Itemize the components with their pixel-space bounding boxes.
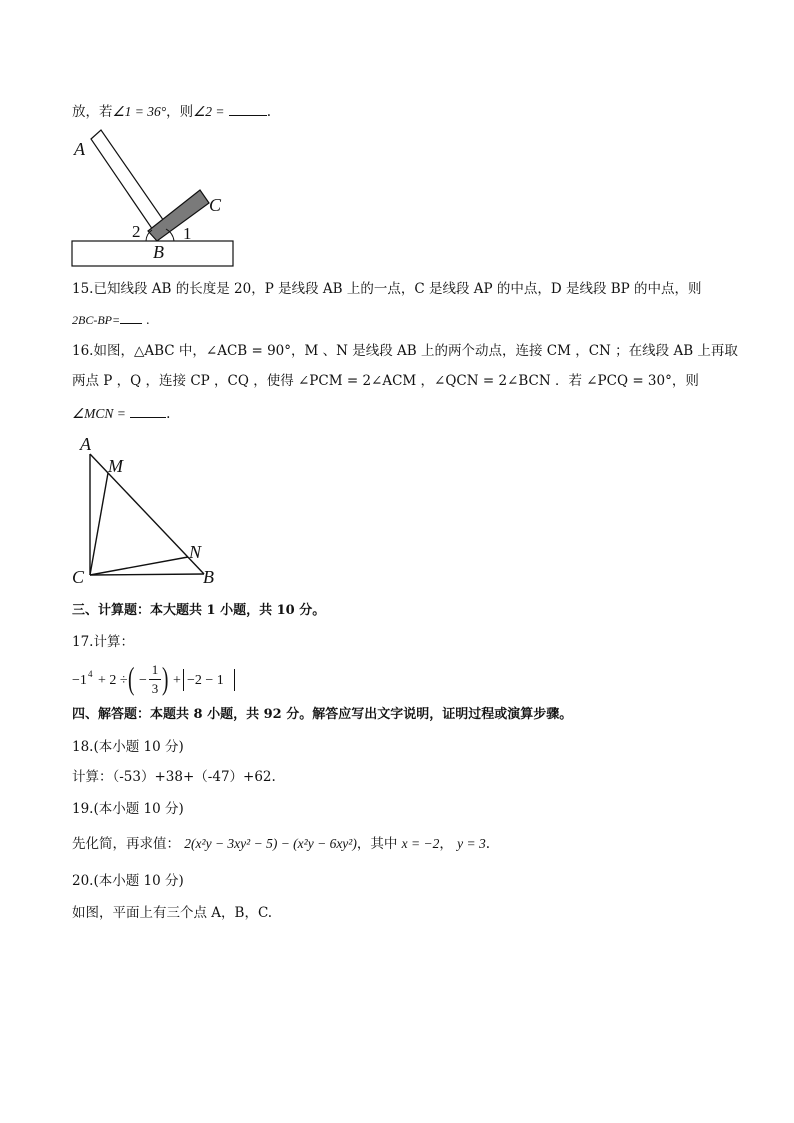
q17-expr-a: −1 — [72, 673, 87, 688]
q14-mid: ，则 — [166, 104, 194, 120]
q16-label-B: B — [203, 567, 214, 587]
q14-angle1: ∠1 = 36° — [112, 104, 167, 119]
q16-expr: ∠MCN = — [72, 406, 126, 421]
q19-prefix: 先化简，再求值： — [72, 836, 180, 852]
q17-abs-content: −2 − 1 — [187, 673, 224, 688]
q17-expr-b: + 2 ÷ — [98, 673, 128, 688]
q16-label-M: M — [108, 456, 123, 476]
q14-tail-line — [72, 102, 271, 122]
q15-line1: 15.已知线段 AB 的长度是 20，P 是线段 AB 上的一点，C 是线段 AP 的中点，D 是线段 BP 的中点，则 — [72, 281, 702, 297]
q14-label-B: B — [153, 242, 164, 262]
q19-expr: 2(x²y − 3xy² − 5) − (x²y − 6xy²) — [184, 836, 357, 851]
q17-label: 17.计算： — [72, 634, 134, 650]
q16-label-C: C — [72, 567, 85, 587]
q16-line1: 16.如图，△ABC 中，∠ACB = 90°，M 、N 是线段 AB 上的两个动点，连接 CM ，CN ；在线段 AB 上再取 — [72, 343, 738, 359]
q17-frac-den: 3 — [151, 681, 159, 696]
q16-segment-CN — [90, 557, 188, 575]
q17-frac-sign: − — [139, 673, 147, 688]
q17-exp4: 4 — [88, 669, 93, 679]
q14-answer-blank[interactable] — [229, 115, 267, 116]
q15-end: . — [145, 313, 150, 327]
q17-abs-left — [183, 669, 184, 691]
q19-y-value: y = 3 — [457, 836, 486, 851]
q14-label-2: 2 — [132, 222, 141, 241]
q20-label: 20.(本小题 10 分) — [72, 873, 184, 889]
q14-white-strip — [91, 130, 166, 233]
q14-end: . — [266, 104, 272, 120]
q15-expr: 2BC-BP= — [72, 313, 121, 327]
section3-heading: 三、计算题：本大题共 1 小题，共 10 分。 — [72, 603, 326, 618]
q14-angle2: ∠2 = — [193, 104, 225, 119]
q16-end: . — [166, 406, 171, 422]
q16-label-N: N — [189, 542, 202, 562]
q16-answer-blank[interactable] — [130, 417, 166, 418]
q14-lead: 放，若 — [72, 104, 113, 120]
q17-abs-right — [234, 669, 235, 691]
q15-answer-blank[interactable] — [120, 323, 142, 324]
q18-content: 计算：（-53）+38+（-47）+62. — [72, 769, 276, 785]
q16-line2: 两点 P ，Q ，连接 CP ，CQ ，使得 ∠PCM = 2∠ACM ，∠QCN = 2∠BCN ．若 ∠PCQ = 30°，则 — [72, 373, 699, 389]
q19-x-value: x = −2 — [401, 836, 440, 851]
q17-paren-close: ) — [162, 660, 169, 696]
q19-end: . — [485, 836, 491, 852]
q17-paren-open: ( — [128, 660, 135, 696]
q15-line2 — [72, 310, 150, 330]
q14-label-A: A — [74, 139, 85, 159]
q14-label-1: 1 — [183, 224, 192, 243]
q16-figure — [68, 432, 228, 587]
q20-content: 如图，平面上有三个点 A，B，C. — [72, 905, 273, 921]
q19-label: 19.(本小题 10 分) — [72, 801, 184, 817]
q17-expr-c: + — [173, 673, 181, 688]
q16-line3 — [72, 404, 170, 424]
q17-frac-bar — [149, 679, 161, 680]
q19-sep: ， — [439, 836, 453, 852]
q19-content — [72, 834, 490, 854]
q19-mid: ，其中 — [356, 836, 398, 852]
q14-figure — [70, 130, 310, 270]
section4-heading: 四、解答题：本题共 8 小题，共 92 分。解答应写出文字说明，证明过程或演算步骤。 — [72, 707, 573, 722]
q16-segment-CM — [90, 473, 108, 575]
q16-label-A: A — [80, 434, 91, 454]
q18-label: 18.(本小题 10 分) — [72, 739, 184, 755]
q17-frac-num: 1 — [151, 662, 159, 677]
q16-side-CB — [90, 574, 204, 575]
q14-label-C: C — [209, 195, 222, 215]
